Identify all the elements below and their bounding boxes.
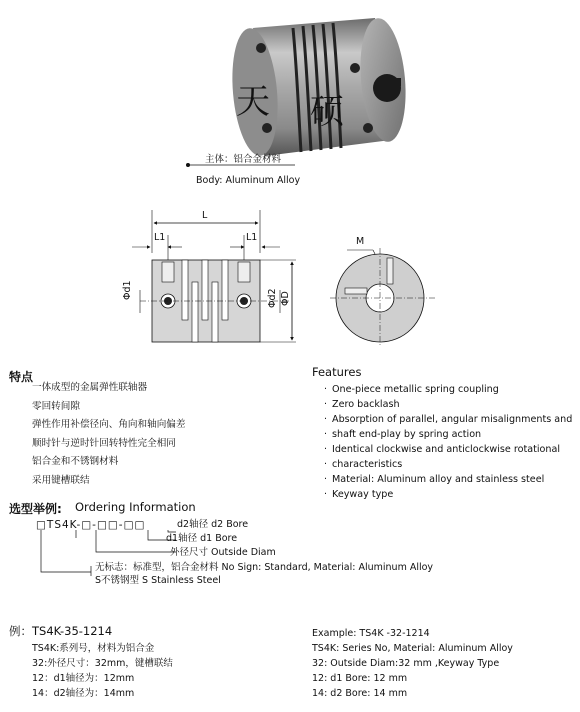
body-material-en: Body: Aluminum Alloy: [196, 175, 301, 186]
dim-L1-left-label: L1: [154, 232, 166, 243]
list-item: 弹性作用补偿径向、角向和轴向偏差: [32, 419, 186, 430]
list-item: · Zero backlash: [322, 397, 572, 412]
features-cn-list: [32, 379, 186, 490]
ordering-title-en: Ordering Information: [75, 500, 196, 514]
example-cn-line-2: 32:外径尺寸：32mm，键槽联结: [32, 658, 173, 669]
dim-d2-label: Φd2: [267, 288, 278, 308]
list-item: · Identical clockwise and anticlockwise rotational: [322, 442, 572, 457]
example-en-line-2: 32: Outside Diam:32 mm ,Keyway Type: [312, 658, 500, 669]
watermark-right: 硕: [310, 92, 344, 132]
list-item: · One-piece metallic spring coupling: [322, 382, 572, 397]
example-en-line-3: 12: d1 Bore: 12 mm: [312, 673, 408, 684]
example-cn-line-1: TS4K:系列号，材料为铝合金: [32, 643, 155, 654]
ordering-d1-bore: d1轴径 d1 Bore: [166, 533, 238, 544]
list-item: 零回转间隙: [32, 400, 80, 412]
list-item: · Keyway type: [322, 487, 572, 502]
list-item: 铝合金和不锈钢材料: [32, 456, 119, 467]
list-item: 一体成型的金属弹性联轴器: [32, 382, 148, 393]
dim-D-label: ΦD: [280, 291, 291, 306]
dim-d1-label: Φd1: [122, 280, 133, 300]
example-cn-line-4: 14：d2轴径为：14mm: [32, 688, 135, 699]
list-item: · characteristics: [322, 457, 572, 472]
side-view-drawing: [120, 205, 310, 350]
dim-L-label: L: [202, 210, 208, 221]
ordering-code: □TS4K-□-□□-□□: [36, 519, 146, 531]
example-en-title: Example: TS4K -32-1214: [312, 628, 430, 639]
dim-L1-right-label: L1: [246, 232, 258, 243]
list-item: 顺时针与逆时针回转特性完全相同: [32, 437, 176, 449]
example-cn-line-3: 12：d1轴径为：12mm: [32, 673, 135, 684]
ordering-outside-diam: 外径尺寸 Outside Diam: [170, 547, 276, 558]
watermark-left: 天: [236, 82, 270, 122]
features-cn-title: 特点: [9, 370, 34, 384]
body-material-cn: 主体：铝合金材料: [205, 154, 282, 165]
example-cn-title: 例：TS4K-35-1214: [9, 624, 113, 638]
dim-M-label: M: [356, 236, 365, 247]
list-item: · Material: Aluminum alloy and stainless steel: [322, 472, 572, 487]
end-view-drawing: [325, 228, 440, 348]
ordering-title-cn: 选型举例:: [9, 502, 62, 516]
ordering-d2-bore: d2轴径 d2 Bore: [177, 519, 249, 530]
list-item: · shaft end-play by spring action: [322, 427, 572, 442]
features-en-list: [322, 382, 572, 502]
features-en-title: Features: [312, 365, 362, 379]
example-en-line-4: 14: d2 Bore: 14 mm: [312, 688, 408, 699]
list-item: 采用键槽联结: [32, 474, 90, 486]
list-item: · Absorption of parallel, angular misalignments and: [322, 412, 572, 427]
ordering-no-sign: 无标志：标准型，铝合金材料 No Sign: Standard, Material: Aluminum Alloy: [95, 562, 434, 573]
ordering-stainless: S不锈钢型 S Stainless Steel: [95, 575, 221, 586]
example-en-line-1: TS4K: Series No, Material: Aluminum Alloy: [312, 643, 513, 654]
